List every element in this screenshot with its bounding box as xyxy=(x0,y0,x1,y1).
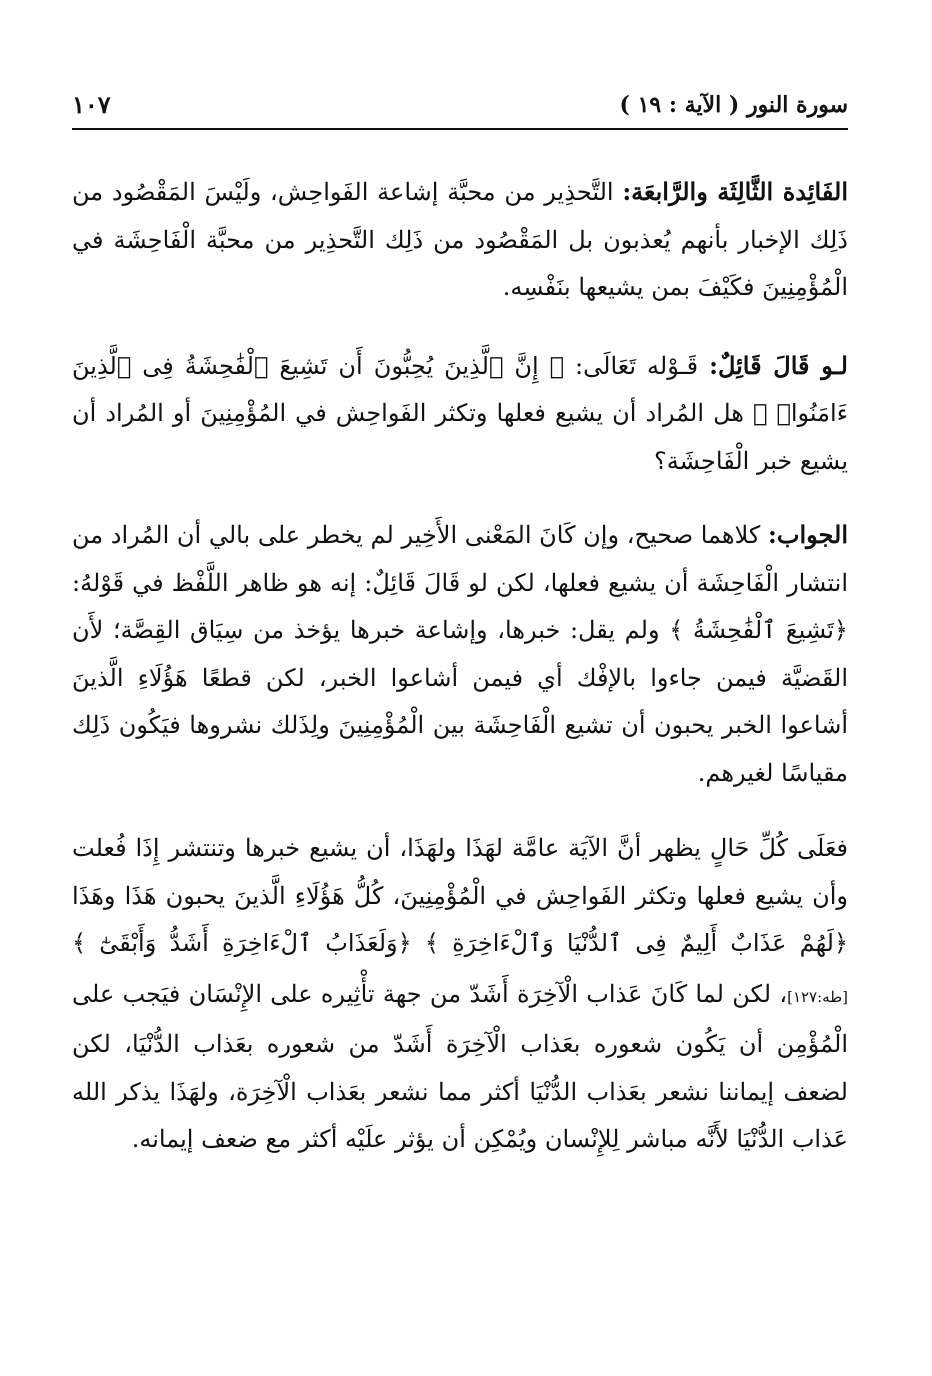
paragraph-text: كلاهما صحيح، وإن كَانَ المَعْنى الأَخِير لم يخطر على بالي أن المُراد من انتشار الْفَاحِشَة أن يشيع فعلها، لكن لو قَالَ قَائِلٌ: إنه هو ظاهر اللَّفْظ في قَوْلهُ: xyxy=(72,521,848,597)
paragraph-text: ولم يقل: خبرها، وإشاعة خبرها يؤخذ من سِيَاق القِصَّة؛ لأَن القَضيَّة فيمن جاءوا بالإفْك أي فيمن أشاعوا الخبر، لكن قطعًا هَؤُلَاءِ الَّذينَ أشاعوا الخبر يحبون أن تشيع الْفَاحِشَة بين الْمُؤْمِنِينَ ولِذَلك نشروها فيَكُون ذَلِك مقياسًا لغيرهم. xyxy=(72,616,849,787)
paragraph-text: ، لكن لما كَانَ عَذاب الْآخِرَة أَشَدّ من جهة تأْثِيره على الإِنْسَان فيَجب على الْمُؤْمِن أن يَكُون شعوره بعَذاب الْآخِرَة أَشَدّ من شعوره بعَذاب الدُّنْيَا، لكن لضعف إيماننا نشعر بعَذاب الدُّنْيَا أكثر مما نشعر بعَذاب الْآخِرَة، ولهَذَا يذكر الله عَذاب الدُّنْيَا لأَنَّه مباشر لِلإِنْسان ويُمْكِن أن يؤثر علَيْه أكثر مع ضعف إيمانه. xyxy=(72,979,848,1153)
quran-verse: ﴿لَهُمْ عَذَابٌ أَلِيمٌ فِى ٱلدُّنْيَا وَٱلْءَاخِرَةِ ﴾ xyxy=(424,929,849,957)
page-number: ١٠٧ xyxy=(72,90,111,119)
quran-verse: ﴿وَلَعَذَابُ ٱلْءَاخِرَةِ أَشَدُّ وَأَبْقَىٰٓ ﴾ xyxy=(72,929,412,957)
paragraph-text: هل المُراد أن يشيع فعلها وتكثر الفَواحِش في المُؤْمِنِينَ أو المُراد أن يشيع خبر الْفَاحِشَة؟ xyxy=(72,399,848,475)
paragraph-lead: الفَائِدة الثَّالِثَة والرَّابعَة: xyxy=(622,177,848,206)
paragraph-third-fourth-benefit xyxy=(72,168,848,312)
paragraph-answer xyxy=(72,511,848,797)
paragraph-text: التَّحذِير من محبَّة إشاعة الفَواحِش، ولَيْسَ المَقْصُود من ذَلِك الإخبار بأنهم يُعذبون بل المَقْصُود من ذَلِك التَّحذِير من محبَّة الْفَاحِشَة في الْمُؤْمِنِينَ فكَيْفَ بمن يشيعها بنَفْسِه. xyxy=(72,178,848,301)
quran-verse: ﴿ إِنَّ ٱلَّذِينَ يُحِبُّونَ أَن تَشِيعَ ٱلْفَٰحِشَةُ فِى ٱلَّذِينَ ءَامَنُوا۟ ﴾ xyxy=(72,351,848,427)
paragraph-lead: لـو قَالَ قَائِلٌ: xyxy=(709,350,848,380)
paragraph-text: قَـوْله تَعَالَى: xyxy=(564,351,710,380)
body-text xyxy=(72,168,848,1194)
page-header xyxy=(72,90,848,124)
paragraph-conclusion xyxy=(72,825,848,1164)
verse-reference: [طه:١٢٧] xyxy=(787,987,848,1006)
surah-heading: سورة النور ( الآية : ١٩ ) xyxy=(619,92,848,118)
paragraph-lead: الجواب: xyxy=(768,520,848,549)
paragraph-text: فعَلَى كُلِّ حَالٍ يظهر أنَّ الآيَة عامَّة لهَذَا ولهَذَا، أن يشيع خبرها وتنتشر إِذَا فُعلت وأن يشيع فعلها وتكثر الفَواحِش في الْمُؤْمِنِينَ، كُلُّ هَؤُلَاءِ الَّذينَ يحبون هَذَا وهَذَا xyxy=(72,834,848,910)
quran-verse: ﴿تَشِيعَ ٱلْفَٰحِشَةُ ﴾ xyxy=(669,616,848,644)
paragraph-text xyxy=(412,929,425,957)
header-divider xyxy=(72,128,848,130)
paragraph-question xyxy=(72,342,848,486)
